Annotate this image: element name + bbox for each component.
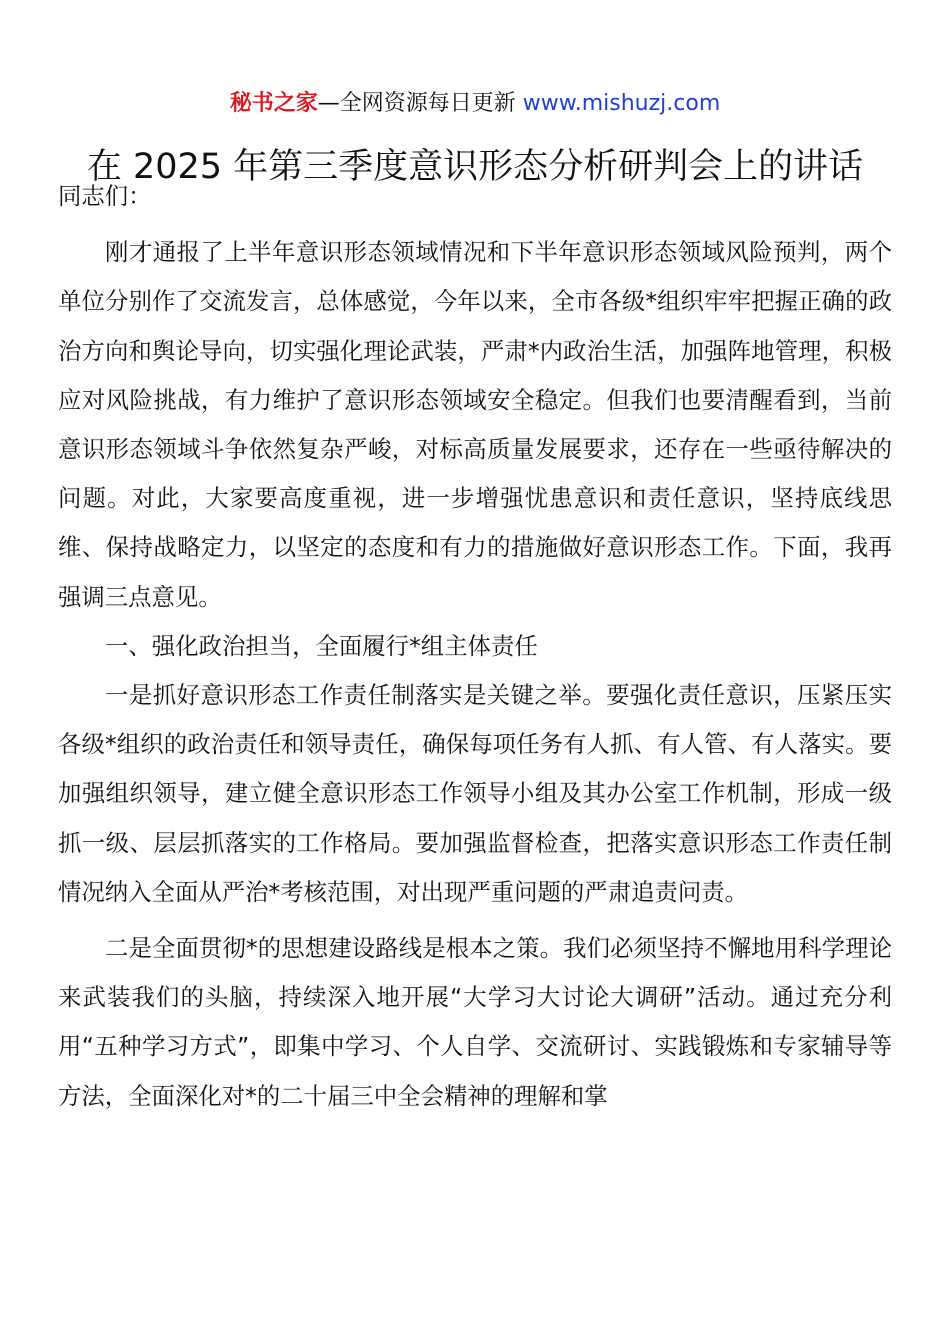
site-url-link[interactable]: www.mishuzj.com	[522, 91, 721, 116]
brand-name: 秘书之家	[229, 91, 318, 116]
document-title: 在 2025 年第三季度意识形态分析研判会上的讲话	[86, 147, 864, 187]
salutation: 同志们：	[58, 182, 152, 210]
site-header	[0, 88, 950, 120]
section-heading-1: 一、强化政治担当，全面履行*组主体责任	[105, 631, 538, 660]
header-tagline: —全网资源每日更新	[317, 91, 523, 116]
paragraph-point-1: 一是抓好意识形态工作责任制落实是关键之举。要强化责任意识，压紧压实各级*组织的政治责任和领导责任，确保每项任务有人抓、有人管、有人落实。要加强组织领导，建立健全意识形态工作领导小组及其办公室工作机制，形成一级抓一级、层层抓落实的工作格局。要加强监督检查，把落实意识形态工作责任制情况纳入全面从严治*考核范围，对出现严重问题的严肃追责问责。	[58, 681, 892, 906]
document-body	[58, 172, 892, 1121]
paragraph-point-2: 二是全面贯彻*的思想建设路线是根本之策。我们必须坚持不懈地用科学理论来武装我们的头脑，持续深入地开展“大学习大讨论大调研”活动。通过充分利用“五种学习方式”，即集中学习、个人自学、交流研讨、实践锻炼和专家辅导等方法，全面深化对*的二十届三中全会精神的理解和掌	[58, 934, 892, 1110]
paragraph-intro: 刚才通报了上半年意识形态领域情况和下半年意识形态领域风险预判，两个单位分别作了交流发言，总体感觉，今年以来，全市各级*组织牢牢把握正确的政治方向和舆论导向，切实强化理论武装，严肃*内政治生活，加强阵地管理，积极应对风险挑战，有力维护了意识形态领域安全稳定。但我们也要清醒看到，当前意识形态领域斗争依然复杂严峻，对标高质量发展要求，还存在一些亟待解决的问题。对此，大家要高度重视，进一步增强忧患意识和责任意识，坚持底线思维、保持战略定力，以坚定的态度和有力的措施做好意识形态工作。下面，我再强调三点意见。	[58, 238, 892, 611]
